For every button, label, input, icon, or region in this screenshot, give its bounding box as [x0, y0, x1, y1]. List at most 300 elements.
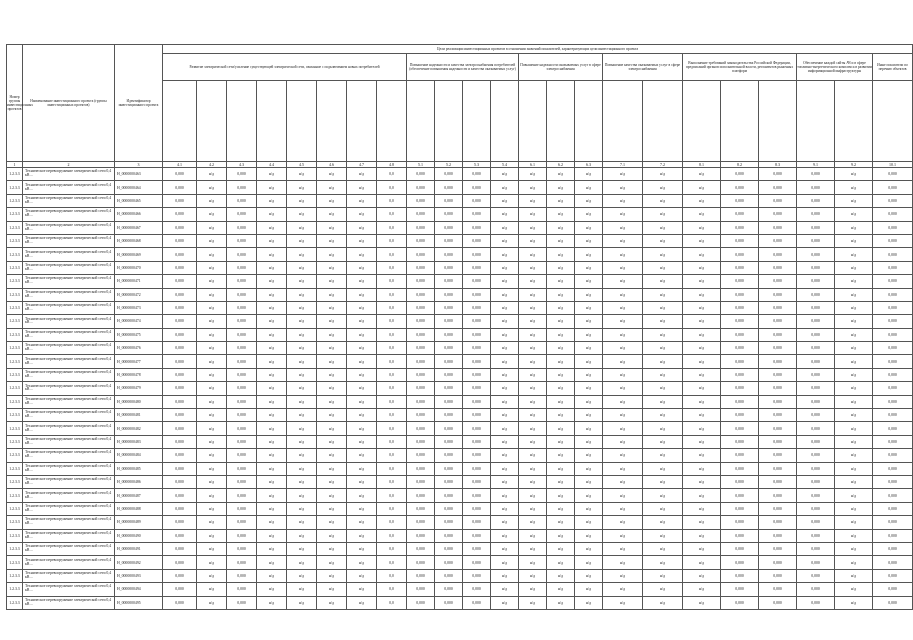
row-value: 0,000	[797, 435, 835, 448]
row-value: н/д	[257, 355, 287, 368]
row-value: н/д	[643, 261, 683, 274]
row-value: 0,000	[463, 489, 491, 502]
row-value: 0,000	[227, 315, 257, 328]
row-value: 0,000	[435, 449, 463, 462]
row-value: н/д	[519, 569, 547, 582]
row-value: 0,000	[721, 449, 759, 462]
row-value: н/д	[519, 395, 547, 408]
row-project-name: Техническое перевооружение электрической сети 0,4 кВ ...	[23, 583, 115, 596]
row-value: 0,0	[377, 409, 407, 422]
row-value: 0,000	[759, 529, 797, 542]
row-value: 0,000	[407, 168, 435, 181]
row-value: 0,000	[227, 422, 257, 435]
table-row	[7, 234, 913, 247]
row-project-id: Н_0000000464	[115, 181, 163, 194]
row-value: 0,000	[873, 288, 913, 301]
row-value: н/д	[835, 301, 873, 314]
row-value: 0,000	[873, 368, 913, 381]
row-value: н/д	[575, 529, 603, 542]
table-row	[7, 596, 913, 609]
row-value: н/д	[347, 449, 377, 462]
row-value: 0,000	[407, 516, 435, 529]
row-value: 0,000	[407, 596, 435, 609]
row-value: 0,000	[227, 435, 257, 448]
row-value: н/д	[683, 301, 721, 314]
row-value: 0,000	[873, 475, 913, 488]
row-value: 0,000	[163, 234, 197, 247]
row-value: 0,000	[163, 248, 197, 261]
row-value: н/д	[575, 542, 603, 555]
row-value: н/д	[683, 368, 721, 381]
row-value: н/д	[257, 301, 287, 314]
row-value: 0,000	[463, 475, 491, 488]
row-value: 0,000	[163, 315, 197, 328]
row-project-id: Н_0000000470	[115, 261, 163, 274]
row-value: н/д	[491, 168, 519, 181]
row-value: н/д	[683, 181, 721, 194]
row-value: 0,000	[227, 221, 257, 234]
row-value: н/д	[491, 409, 519, 422]
row-value: н/д	[603, 583, 643, 596]
row-value: 0,000	[407, 261, 435, 274]
row-project-id: Н_0000000485	[115, 462, 163, 475]
row-value: н/д	[835, 435, 873, 448]
row-value: 0,000	[227, 542, 257, 555]
row-value: н/д	[683, 502, 721, 515]
row-value: 0,000	[463, 208, 491, 221]
row-value: н/д	[519, 208, 547, 221]
row-project-name: Техническое перевооружение электрической сети 0,4 кВ ...	[23, 475, 115, 488]
row-value: 0,000	[227, 395, 257, 408]
row-value: 0,000	[463, 261, 491, 274]
row-project-id: Н_0000000471	[115, 275, 163, 288]
row-value: 0,000	[435, 435, 463, 448]
row-value: н/д	[491, 248, 519, 261]
row-value: 0,000	[463, 569, 491, 582]
row-project-id: Н_0000000494	[115, 583, 163, 596]
row-value: 0,000	[435, 261, 463, 274]
row-value: 0,0	[377, 489, 407, 502]
row-value: 0,000	[407, 181, 435, 194]
row-value: н/д	[257, 208, 287, 221]
row-value: н/д	[575, 395, 603, 408]
row-value: н/д	[643, 489, 683, 502]
row-value: 0,0	[377, 181, 407, 194]
row-value: 0,000	[873, 382, 913, 395]
row-value: н/д	[683, 221, 721, 234]
row-value: 0,000	[797, 502, 835, 515]
row-value: н/д	[317, 475, 347, 488]
row-value: 0,000	[463, 234, 491, 247]
row-value: 0,000	[873, 462, 913, 475]
row-value: н/д	[575, 261, 603, 274]
row-value: н/д	[603, 489, 643, 502]
row-project-id: Н_0000000483	[115, 435, 163, 448]
row-value: н/д	[575, 583, 603, 596]
row-value: н/д	[683, 248, 721, 261]
row-value: 0,000	[463, 516, 491, 529]
row-value: 0,000	[407, 248, 435, 261]
row-value: н/д	[835, 475, 873, 488]
row-value: 0,000	[721, 248, 759, 261]
column-number: 3	[115, 162, 163, 168]
row-value: 0,000	[407, 502, 435, 515]
row-value: н/д	[347, 234, 377, 247]
row-value: н/д	[287, 234, 317, 247]
row-value: н/д	[197, 248, 227, 261]
row-value: н/д	[197, 569, 227, 582]
row-project-name: Техническое перевооружение электрической сети 0,4 кВ ...	[23, 248, 115, 261]
row-value: 0,000	[435, 556, 463, 569]
subheader-cell	[347, 81, 377, 162]
row-value: 0,000	[435, 462, 463, 475]
row-project-id: Н_0000000477	[115, 355, 163, 368]
row-value: н/д	[575, 516, 603, 529]
row-value: н/д	[547, 395, 575, 408]
row-value: 0,0	[377, 194, 407, 207]
row-number: 1.2.3.3	[7, 529, 23, 542]
row-value: н/д	[491, 315, 519, 328]
row-value: 0,000	[797, 234, 835, 247]
row-value: 0,000	[407, 368, 435, 381]
column-number: 6.3	[575, 162, 603, 168]
row-value: н/д	[835, 489, 873, 502]
row-value: н/д	[347, 395, 377, 408]
row-value: 0,000	[407, 342, 435, 355]
row-value: 0,0	[377, 583, 407, 596]
row-number: 1.2.3.3	[7, 542, 23, 555]
row-value: 0,0	[377, 556, 407, 569]
row-project-id: Н_0000000482	[115, 422, 163, 435]
row-value: н/д	[683, 261, 721, 274]
row-value: 0,000	[435, 596, 463, 609]
row-value: 0,000	[407, 449, 435, 462]
row-value: н/д	[547, 315, 575, 328]
row-value: 0,000	[407, 194, 435, 207]
row-value: н/д	[547, 328, 575, 341]
row-value: н/д	[197, 315, 227, 328]
row-value: н/д	[835, 315, 873, 328]
row-value: 0,000	[227, 248, 257, 261]
row-number: 1.2.3.3	[7, 275, 23, 288]
row-value: 0,000	[873, 542, 913, 555]
row-project-id: Н_0000000479	[115, 382, 163, 395]
subheader-cell	[603, 81, 643, 162]
row-value: н/д	[257, 542, 287, 555]
row-value: н/д	[257, 409, 287, 422]
row-value: 0,000	[759, 208, 797, 221]
row-value: н/д	[683, 583, 721, 596]
column-number: 1	[7, 162, 23, 168]
row-value: н/д	[603, 529, 643, 542]
row-value: 0,000	[163, 368, 197, 381]
row-value: н/д	[643, 502, 683, 515]
row-value: н/д	[519, 529, 547, 542]
row-value: н/д	[287, 355, 317, 368]
row-number: 1.2.3.3	[7, 409, 23, 422]
column-number: 8.3	[759, 162, 797, 168]
row-value: н/д	[519, 489, 547, 502]
row-value: 0,000	[759, 181, 797, 194]
row-value: 0,000	[163, 596, 197, 609]
row-value: н/д	[197, 208, 227, 221]
row-value: н/д	[575, 462, 603, 475]
row-value: н/д	[317, 569, 347, 582]
row-value: н/д	[683, 475, 721, 488]
row-project-id: Н_0000000473	[115, 301, 163, 314]
row-value: 0,000	[463, 288, 491, 301]
row-value: 0,000	[227, 181, 257, 194]
row-number: 1.2.3.3	[7, 328, 23, 341]
row-value: 0,000	[721, 382, 759, 395]
row-value: 0,000	[163, 502, 197, 515]
row-value: н/д	[257, 168, 287, 181]
row-value: 0,000	[163, 569, 197, 582]
row-value: н/д	[603, 409, 643, 422]
subheader-cell	[873, 81, 913, 162]
row-value: 0,000	[759, 194, 797, 207]
row-number: 1.2.3.3	[7, 248, 23, 261]
row-value: н/д	[547, 261, 575, 274]
row-value: 0,000	[759, 355, 797, 368]
row-value: 0,000	[227, 301, 257, 314]
row-value: н/д	[519, 475, 547, 488]
row-value: н/д	[197, 462, 227, 475]
row-value: н/д	[683, 489, 721, 502]
row-value: н/д	[257, 288, 287, 301]
row-value: 0,000	[873, 328, 913, 341]
row-value: 0,000	[163, 275, 197, 288]
row-value: н/д	[575, 355, 603, 368]
row-value: 0,000	[227, 194, 257, 207]
row-value: н/д	[347, 516, 377, 529]
row-project-id: Н_0000000469	[115, 248, 163, 261]
row-value: н/д	[683, 569, 721, 582]
row-number: 1.2.3.3	[7, 422, 23, 435]
row-value: 0,000	[759, 449, 797, 462]
row-value: н/д	[257, 261, 287, 274]
row-value: н/д	[683, 194, 721, 207]
row-value: н/д	[197, 234, 227, 247]
row-value: 0,000	[163, 221, 197, 234]
row-value: н/д	[547, 301, 575, 314]
row-value: н/д	[317, 395, 347, 408]
row-value: н/д	[603, 569, 643, 582]
row-project-id: Н_0000000465	[115, 194, 163, 207]
row-value: н/д	[575, 275, 603, 288]
column-number: 5.2	[435, 162, 463, 168]
row-value: 0,000	[227, 275, 257, 288]
row-value: н/д	[643, 462, 683, 475]
row-value: н/д	[287, 221, 317, 234]
row-value: н/д	[575, 569, 603, 582]
row-value: н/д	[257, 449, 287, 462]
row-value: н/д	[603, 342, 643, 355]
subheader-cell	[435, 81, 463, 162]
row-value: 0,000	[163, 181, 197, 194]
row-value: н/д	[491, 368, 519, 381]
row-value: н/д	[603, 368, 643, 381]
row-project-name: Техническое перевооружение электрической сети 0,4 кВ ...	[23, 275, 115, 288]
row-value: н/д	[287, 328, 317, 341]
column-number: 5.4	[491, 162, 519, 168]
row-value: н/д	[835, 248, 873, 261]
header-group-3: Повышение надежности оказываемых услуг в сфере электроснабжения	[519, 54, 603, 81]
row-value: н/д	[547, 168, 575, 181]
row-value: 0,000	[435, 234, 463, 247]
row-value: н/д	[197, 301, 227, 314]
row-value: н/д	[835, 221, 873, 234]
row-project-name: Техническое перевооружение электрической сети 0,4 кВ ...	[23, 368, 115, 381]
row-value: 0,000	[759, 395, 797, 408]
row-value: 0,000	[797, 596, 835, 609]
row-value: 0,000	[759, 328, 797, 341]
row-value: н/д	[491, 569, 519, 582]
row-value: н/д	[603, 422, 643, 435]
row-value: н/д	[835, 422, 873, 435]
row-value: н/д	[197, 475, 227, 488]
table-row	[7, 342, 913, 355]
row-value: 0,000	[721, 355, 759, 368]
column-number: 5.1	[407, 162, 435, 168]
row-value: н/д	[575, 208, 603, 221]
row-value: н/д	[519, 368, 547, 381]
row-value: 0,000	[435, 181, 463, 194]
row-value: н/д	[197, 596, 227, 609]
row-value: н/д	[575, 301, 603, 314]
row-value: 0,000	[163, 355, 197, 368]
row-number: 1.2.3.3	[7, 516, 23, 529]
row-value: н/д	[347, 288, 377, 301]
row-value: 0,000	[227, 234, 257, 247]
row-value: 0,000	[163, 489, 197, 502]
row-value: н/д	[347, 569, 377, 582]
table-row	[7, 422, 913, 435]
row-value: н/д	[287, 168, 317, 181]
row-value: н/д	[835, 462, 873, 475]
subheader-cell	[575, 81, 603, 162]
row-number: 1.2.3.3	[7, 382, 23, 395]
row-value: н/д	[491, 489, 519, 502]
row-value: н/д	[317, 301, 347, 314]
row-number: 1.2.3.3	[7, 168, 23, 181]
row-value: н/д	[683, 422, 721, 435]
row-value: н/д	[643, 449, 683, 462]
row-value: н/д	[683, 435, 721, 448]
header-project-no: Номер группы инвестиционных проектов	[7, 45, 23, 162]
row-value: 0,000	[873, 342, 913, 355]
subheader-cell	[377, 81, 407, 162]
row-value: н/д	[547, 462, 575, 475]
row-value: н/д	[603, 502, 643, 515]
row-value: 0,000	[227, 342, 257, 355]
header-group-1: Развитие электрической сети/усиление существующей электрической сети, связанное с подключением новых потребителей	[163, 54, 407, 81]
row-project-id: Н_0000000475	[115, 328, 163, 341]
row-value: н/д	[491, 502, 519, 515]
table-row	[7, 261, 913, 274]
row-value: 0,000	[759, 475, 797, 488]
column-number: 5.3	[463, 162, 491, 168]
row-project-name: Техническое перевооружение электрической сети 0,4 кВ ...	[23, 422, 115, 435]
row-value: н/д	[603, 301, 643, 314]
row-value: н/д	[197, 355, 227, 368]
row-project-id: Н_0000000484	[115, 449, 163, 462]
row-value: н/д	[835, 234, 873, 247]
row-value: 0,000	[873, 208, 913, 221]
row-value: н/д	[317, 489, 347, 502]
table-row	[7, 516, 913, 529]
subheader-cell	[163, 81, 197, 162]
row-number: 1.2.3.3	[7, 288, 23, 301]
table-row	[7, 168, 913, 181]
row-value: н/д	[491, 583, 519, 596]
row-project-name: Техническое перевооружение электрической сети 0,4 кВ ...	[23, 435, 115, 448]
row-value: н/д	[683, 355, 721, 368]
row-value: н/д	[317, 529, 347, 542]
row-value: н/д	[197, 368, 227, 381]
row-value: 0,000	[759, 583, 797, 596]
row-value: н/д	[519, 596, 547, 609]
row-value: 0,000	[407, 208, 435, 221]
row-value: н/д	[197, 502, 227, 515]
row-value: 0,000	[873, 596, 913, 609]
row-project-id: Н_0000000463	[115, 168, 163, 181]
row-value: н/д	[197, 395, 227, 408]
row-number: 1.2.3.3	[7, 475, 23, 488]
row-value: н/д	[643, 435, 683, 448]
row-number: 1.2.3.3	[7, 194, 23, 207]
row-value: 0,000	[227, 382, 257, 395]
row-value: 0,000	[797, 355, 835, 368]
row-value: 0,000	[797, 208, 835, 221]
row-value: н/д	[643, 234, 683, 247]
row-value: 0,0	[377, 435, 407, 448]
row-value: 0,000	[163, 529, 197, 542]
row-project-id: Н_0000000487	[115, 489, 163, 502]
row-value: 0,000	[463, 194, 491, 207]
row-value: н/д	[519, 516, 547, 529]
row-value: 0,000	[873, 422, 913, 435]
row-value: н/д	[519, 583, 547, 596]
column-number: 4.1	[163, 162, 197, 168]
header-group-7: Иные показатели по перечню объектов	[873, 54, 913, 81]
row-value: н/д	[547, 382, 575, 395]
row-value: н/д	[575, 475, 603, 488]
row-value: 0,000	[463, 181, 491, 194]
row-number: 1.2.3.3	[7, 181, 23, 194]
row-value: н/д	[643, 328, 683, 341]
row-value: н/д	[347, 181, 377, 194]
row-value: н/д	[603, 475, 643, 488]
subheader-cell	[257, 81, 287, 162]
row-value: н/д	[575, 342, 603, 355]
row-value: 0,000	[407, 529, 435, 542]
row-value: 0,000	[873, 234, 913, 247]
row-value: н/д	[643, 516, 683, 529]
row-value: 0,000	[797, 168, 835, 181]
row-value: н/д	[491, 208, 519, 221]
row-value: 0,000	[163, 342, 197, 355]
row-value: н/д	[197, 516, 227, 529]
row-value: н/д	[491, 516, 519, 529]
row-value: н/д	[643, 382, 683, 395]
row-value: н/д	[547, 234, 575, 247]
row-value: н/д	[257, 315, 287, 328]
row-project-id: Н_0000000478	[115, 368, 163, 381]
row-value: н/д	[547, 194, 575, 207]
table-row	[7, 449, 913, 462]
row-value: н/д	[603, 168, 643, 181]
